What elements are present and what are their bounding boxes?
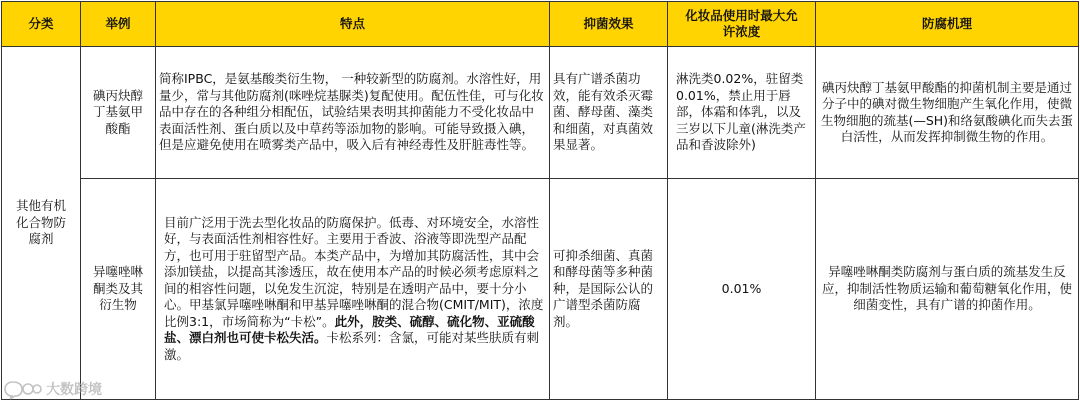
max-concentration-cell: 0.01% <box>668 179 816 400</box>
header-mechanism: 防腐机理 <box>816 2 1079 47</box>
example-cell: 异噻唑啉酮类及其衍生物 <box>81 179 156 400</box>
header-example: 举例 <box>81 2 156 47</box>
features-cell <box>156 179 550 400</box>
header-antibacterial: 抑菌效果 <box>550 2 668 47</box>
table-row <box>2 179 1079 400</box>
antibacterial-cell: 可抑杀细菌、真菌和酵母菌等多种菌种，是国际公认的广谱型杀菌防腐剂。 <box>550 179 668 400</box>
watermark-text: 大数跨境 <box>46 382 102 398</box>
header-row <box>2 2 1079 47</box>
mechanism-cell: 碘丙炔醇丁基氨甲酸酯的抑菌机制主要是通过分子中的碘对微生物细胞产生氧化作用，使微生物细胞的巯基(—SH)和络氨酸碘化而失去蛋白活性，从而发挥抑制微生物的作用。 <box>816 47 1079 179</box>
header-max-concentration: 化妆品使用时最大允许浓度 <box>668 2 816 47</box>
chat-bubble-logo-icon <box>4 378 42 400</box>
category-cell: 其他有机化合物防腐剂 <box>2 47 81 400</box>
features-cell: 简称IPBC，是氨基酸类衍生物， 一种较新型的防腐剂。水溶性好，用量少，常与其他防腐剂(咪唑烷基脲类)复配使用。配伍性佳，可与化妆品中存在的各种组分相配伍，试验结果表明其抑菌能力不受化妆品中表面活性剂、蛋白质以及中草药等添加物的影响。可能导致摄入碘，但是应避免使用在喷雾类产品中，吸入后有神经毒性及肝脏毒性等。 <box>156 47 550 179</box>
preservative-table <box>1 1 1079 400</box>
watermark <box>4 378 102 400</box>
mechanism-cell: 异噻唑啉酮类防腐剂与蛋白质的巯基发生反应，抑制活性物质运输和葡萄糖氧化作用，使细菌变性，具有广谱的抑菌作用。 <box>816 179 1079 400</box>
max-concentration-cell: 淋洗类0.02%，驻留类0.01%，禁止用于唇部，体霜和体乳，以及三岁以下儿童(淋洗类产品和香波除外) <box>668 47 816 179</box>
header-category: 分类 <box>2 2 81 47</box>
example-cell: 碘丙炔醇丁基氨甲酸酯 <box>81 47 156 179</box>
table-row <box>2 47 1079 179</box>
features-tail-text: 卡松系列：含氯，可能对某些肤质有刺激。 <box>164 330 540 362</box>
antibacterial-cell: 具有广谱杀菌功效，能有效杀灭霉菌、酵母菌、藻类和细菌，对真菌效果显著。 <box>550 47 668 179</box>
features-text: 目前广泛用于洗去型化妆品的防腐保护。低毒、对环境安全，水溶性好，与表面活性剂相容性好。主要用于香波、浴液等即洗型产品配方，也可用于驻留型产品。本类产品中，为增加其防腐活性，其中会添加镁盐，以提高其渗透压，故在使用本产品的时候必须考虑原料之间的相容性问题，以免发生沉淀，特别是在透明产品中，要十分小心。甲基氯异噻唑啉酮和甲基异噻唑啉酮的混合物(CMIT/MIT)，浓度比例3:1，市场简称为“卡松”。 <box>164 214 544 329</box>
features-bold-text: 此外，胺类、硫醇、硫化物、亚硫酸盐、漂白剂也可使卡松失活。 <box>164 313 535 346</box>
header-features: 特点 <box>156 2 550 47</box>
